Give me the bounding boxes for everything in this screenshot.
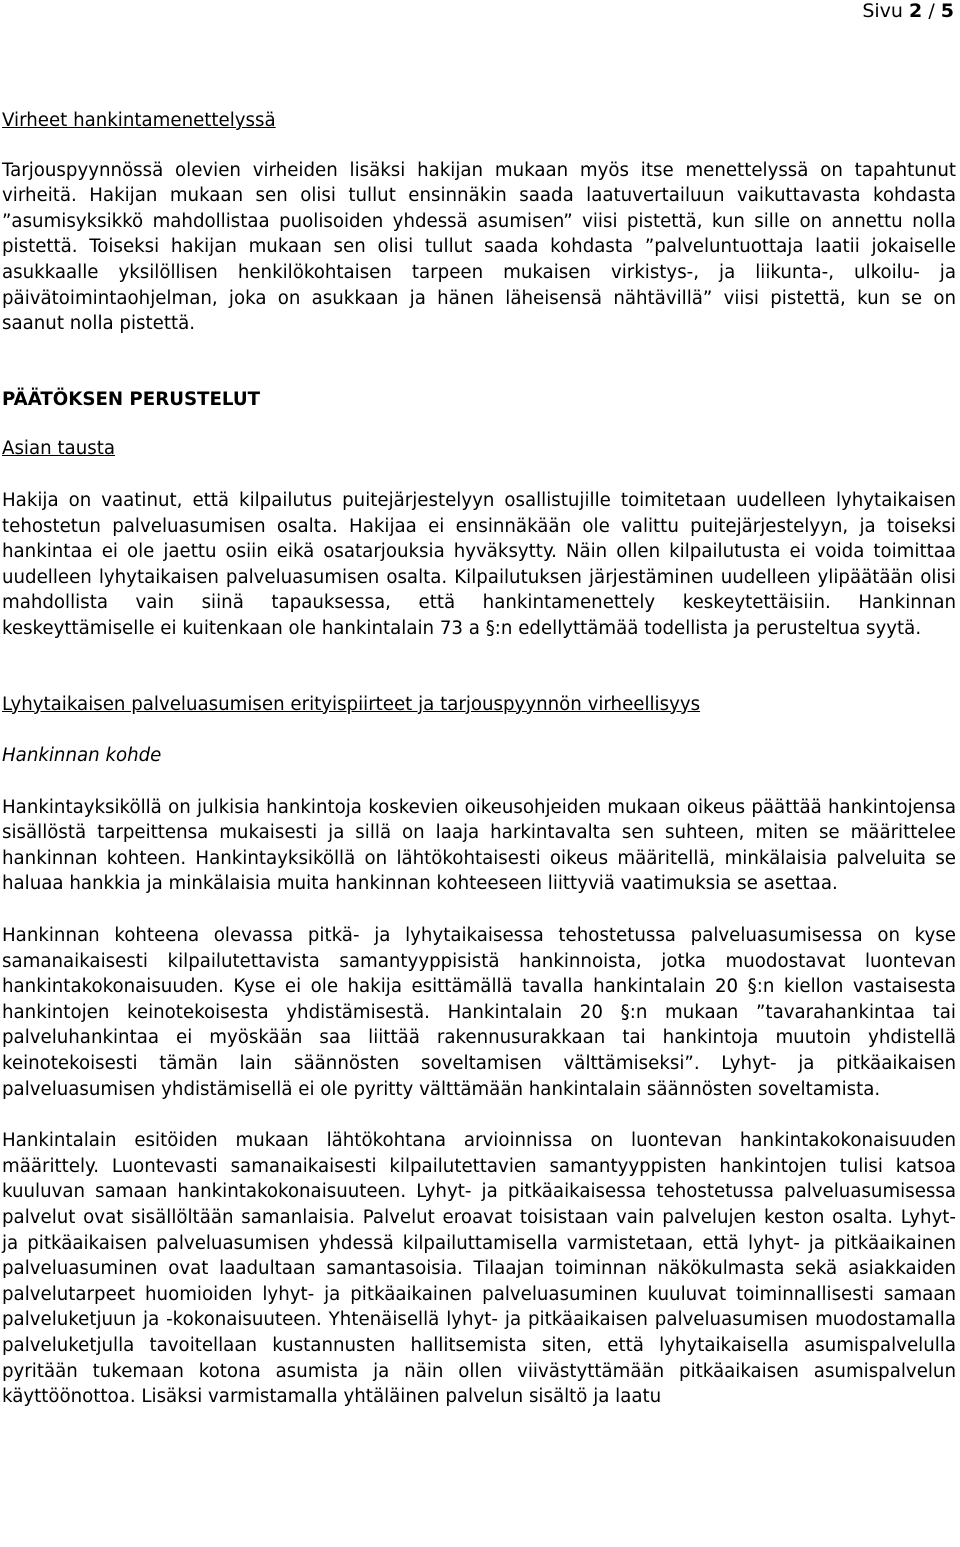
page-number-current: 2 — [909, 0, 923, 22]
paragraph-procurement-subject-3: Hankintalain esitöiden mukaan lähtökohtana arvioinnissa on luontevan hankintakokonaisuuden määrittely. Luontevasti samanaikaisesti kilpailutettavien samantyyppisten hankintojen tulisi katsoa kuuluvan samaan hankintakokonaisuuteen. Lyhyt- ja pitkäaikaisessa tehostetussa palveluasumisessa palvelut ovat sisällöltään samanlaisia. Palvelut eroavat toisistaan vain palvelujen keston osalta. Lyhyt- ja pitkäaikaisen palveluasumisen yhdessä kilpailuttamisella varmistetaan, että lyhyt- ja pitkäaikainen palveluasuminen ovat laadultaan samantasoisia. Tilaajan toiminnan näkökulmasta sekä asiakkaiden palvelutarpeet huomioiden lyhyt- ja pitkäaikainen palveluasuminen kuuluvat toiminnallisesti samaan palveluketjuun ja -kokonaisuuteen. Yhtenäisellä lyhyt- ja pitkäaikaisen palveluasumisen muodostamalla palveluketjulla tavoitellaan kustannusten hallitsemista siten, että lyhytaikaisella asumispalvelulla pyritään tukemaan kotona asumista ja näin ollen viivästyttämään pitkäaikaisen asumispalvelun käyttöönottoa. Lisäksi varmistamalla yhtäläinen palvelun sisältö ja laatu — [2, 1130, 956, 1408]
section-heading-background: Asian tausta — [2, 438, 115, 460]
page-number — [862, 0, 954, 22]
page-number-total: 5 — [940, 0, 954, 22]
page-number-separator: / — [928, 0, 935, 22]
section-heading-short-term-housing: Lyhytaikaisen palveluasumisen erityispiirteet ja tarjouspyynnön virheellisyys — [2, 693, 701, 715]
main-heading-decision-grounds: PÄÄTÖKSEN PERUSTELUT — [2, 388, 261, 410]
subheading-procurement-subject: Hankinnan kohde — [2, 745, 162, 767]
document-body — [2, 108, 956, 1410]
paragraph-procedure-errors: Tarjouspyynnössä olevien virheiden lisäksi hakijan mukaan myös itse menettelyssä on tapahtunut virheitä. Hakijan mukaan sen olisi tullut ensinnäkin saada laatuvertailuun vaikuttavasta kohdasta ”asumisyksikkö mahdollistaa puolisoiden yhdessä asumisen” viisi pistettä, kun sille on annettu nolla pistettä. Toiseksi hakijan mukaan sen olisi tullut saada kohdasta ”palveluntuottaja laatii jokaiselle asukkaalle yksilöllisen henkilökohtaisen tarpeen mukaisen virkistys-, ja liikunta-, ulkoilu- ja päivätoimintaohjelman, joka on asukkaan ja hänen läheisensä nähtävillä” viisi pistettä, kun se on saanut nolla pistettä. — [2, 159, 956, 335]
page-number-prefix: Sivu — [862, 0, 903, 22]
paragraph-procurement-subject-2: Hankinnan kohteena olevassa pitkä- ja lyhytaikaisessa tehostetussa palveluasumisessa on kyse samanaikaisesti kilpailutettavista samantyyppisistä hankinnoista, jotka muodostavat luontevan hankintakokonaisuuden. Kyse ei ole hakija esittämällä tavalla hankintalain 20 §:n kiellon vastaisesta hankintojen keinotekoisesta yhdistämisestä. Hankintalain 20 §:n mukaan ”tavarahankintaa tai palveluhankintaa ei myöskään saa liittää rakennusurakkaan tai hankintoja muutoin yhdistellä keinotekoisesti tämän lain säännösten soveltamisen välttämiseksi”. Lyhyt- ja pitkäaikaisen palveluasumisen yhdistämisellä ei ole pyritty välttämään hankintalain säännösten soveltamista. — [2, 925, 956, 1100]
paragraph-background: Hakija on vaatinut, että kilpailutus puitejärjestelyyn osallistujille toimitetaan uudelleen lyhytaikaisen tehostetun palveluasumisen osalta. Hakijaa ei ensinnäkään ole valittu puitejärjestelyyn, ja toiseksi hankintaa ei ole jaettu osiin eikä osatarjouksia hyväksytty. Näin ollen kilpailutusta ei voida toimittaa uudelleen lyhytaikaisen palveluasumisen osalta. Kilpailutuksen järjestäminen uudelleen ylipäätään olisi mahdollista vain siinä tapauksessa, että hankintamenettely keskeytettäisiin. Hankinnan keskeyttämiselle ei kuitenkaan ole hankintalain 73 a §:n edellyttämää todellista ja perusteltua syytä. — [2, 489, 956, 639]
paragraph-procurement-subject-1: Hankintayksiköllä on julkisia hankintoja koskevien oikeusohjeiden mukaan oikeus päättää hankintojensa sisällöstä tarpeittensa mukaisesti ja sillä on laaja harkintavalta sen suhteen, miten se määrittelee hankinnan kohteen. Hankintayksiköllä on lähtökohtaisesti oikeus määritellä, minkälaisia palveluita se haluaa hankkia ja minkälaisia muita hankinnan kohteeseen liittyviä vaatimuksia se asettaa. — [2, 796, 956, 895]
section-heading-procedure-errors: Virheet hankintamenettelyssä — [2, 110, 276, 131]
